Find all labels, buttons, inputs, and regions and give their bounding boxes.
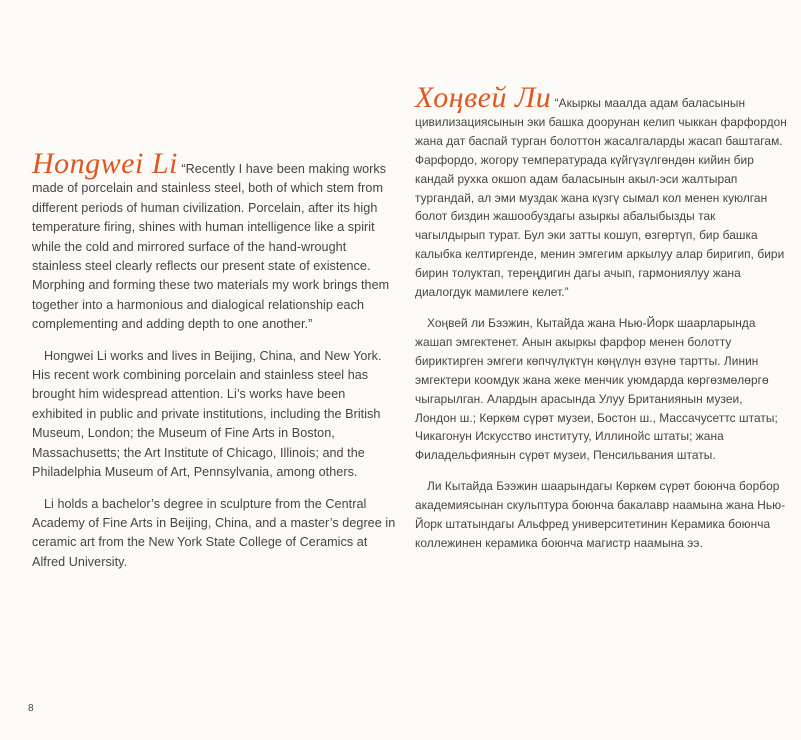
english-column (32, 147, 397, 584)
kyrgyz-education-paragraph: Ли Кытайда Бээжин шаарындагы Көркөм сүрөт боюнча борбор академиясынан скульптура боюнча бакалавр наамына жана Нью-Йорк штатындагы Альфред университетинин Керамика боюнча коллежинен керамика боюнча магистр наамына ээ. (415, 479, 786, 550)
kyrgyz-bio-paragraph: Хоңвей ли Бээжин, Кытайда жана Нью-Йорк шаарларында жашап эмгектенет. Анын акыркы фарфор менен болотту бириктирген эмгеги көпчүлүктүн көңүлүн өзүнө тартты. Линин эмгектери коомдук жана жеке менчик уюмдарда көргөзмөлөргө чыгарылган. Алардын арасында Улуу Британиянын музеи, Лондон ш.; Көркөм сүрөт музеи, Бостон ш., Массачусеттс штаты; Чикагонун Искусство институту, Иллинойс штаты; жана Филадельфиянын сүрөт музеи, Пенсильвания штаты. (415, 315, 778, 463)
kyrgyz-column (415, 81, 787, 565)
english-quote: “Recently I have been making works made of porcelain and stainless steel, both of which stem from different periods of human civilization. Porcelain, after its high temperature firing, shines with human intelligence like a spirit while the cold and mirrored surface of the hand-wrought stainless steel clearly reflects our present state of existence. Morphing and forming these two materials my work brings them together into a harmonious and dialogical relationship each complementing and adding depth to one another.” (32, 162, 390, 332)
artist-name-english: Hongwei Li (32, 147, 178, 180)
artist-name-kyrgyz: Хоңвей Ли (415, 81, 552, 114)
english-education-paragraph: Li holds a bachelor’s degree in sculpture from the Central Academy of Fine Arts in Beijing, China, and a master’s degree in ceramic art from the New York State College of Ceramics at Alfred University. (32, 496, 396, 569)
english-quote-paragraph (32, 147, 397, 335)
english-bio-paragraph: Hongwei Li works and lives in Beijing, China, and New York. His recent work combining porcelain and stainless steel has brought him widespread attention. Li’s works have been exhibited in public and private institutions, including the British Museum, London; the Museum of Fine Arts in Boston, Massachusetts; the Art Institute of Chicago, Illinois; and the Philadelphia Museum of Art, Pennsylvania, among others. (32, 348, 382, 480)
kyrgyz-quote: “Акыркы маалда адам баласынын цивилизациясынын эки башка доорунан келип чыккан фарфордон жана дат баспай турган болоттон жасалгаларды жасап баштагам. Фарфордо, жогору температурада күйгүзүлгөндөн кийин бир кандай рухка окшоп адам баласынын акыл-эси жалтырап тургандай, ал эми муздак жана күзгү сымал кол менен куюлган болот биздин жашообуздагы азыркы абалыбызды так чагылдырып турат. Бул эки затты кошуп, өзгөртүп, бир башка калыбка келтиргенде, менин эмгегим аркылуу алар биригип, бири бирин толуктап, тереңдигин дагы ачып, гармониялуу жана диалогдук мамилеге келет.” (415, 96, 787, 300)
kyrgyz-quote-paragraph (415, 81, 787, 302)
page-number: 8 (28, 703, 34, 714)
